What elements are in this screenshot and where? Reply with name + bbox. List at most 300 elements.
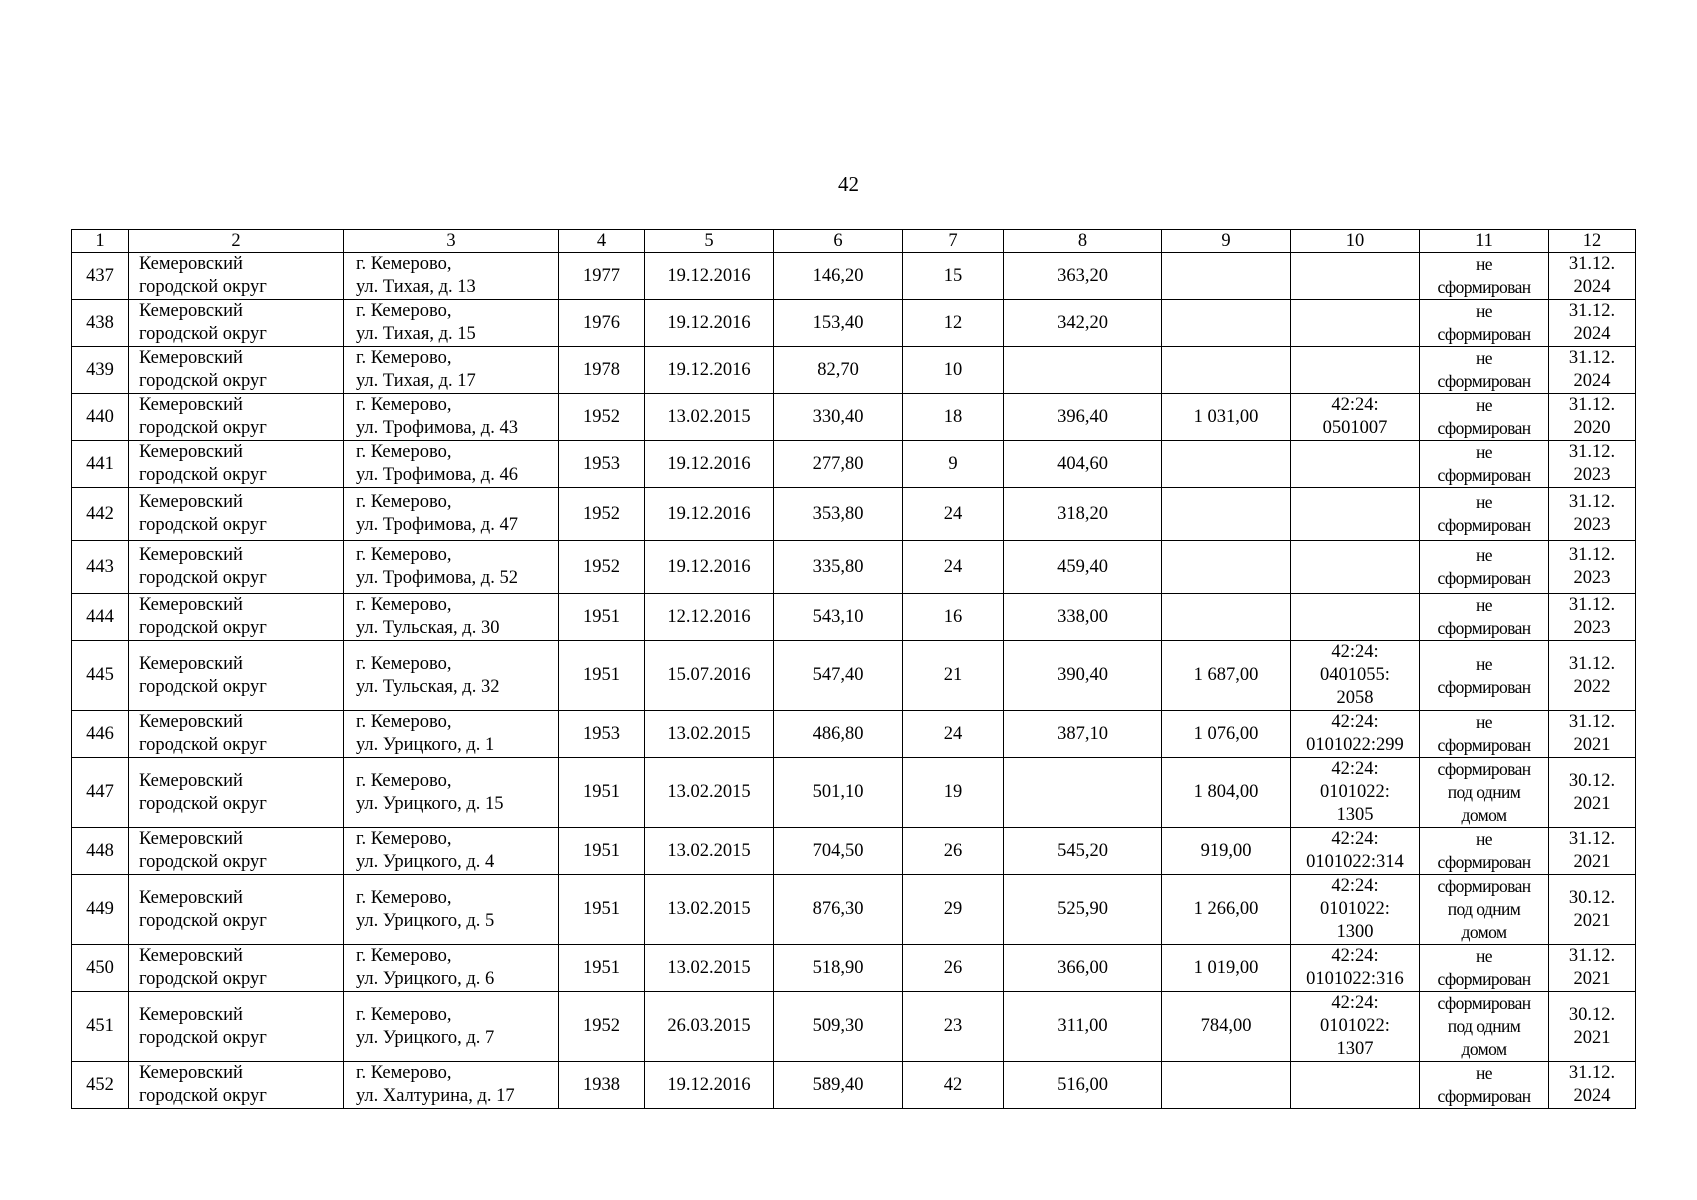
build-year: 1952 bbox=[559, 488, 645, 541]
living-area-value: 342,20 bbox=[1004, 300, 1162, 347]
row-number: 447 bbox=[72, 758, 129, 828]
cadastral-number-line: 42:24: bbox=[1331, 829, 1379, 849]
area-value: 509,30 bbox=[774, 992, 903, 1062]
cadastral-number bbox=[1291, 253, 1420, 300]
column-number-1: 1 bbox=[72, 230, 129, 253]
build-year: 1938 bbox=[559, 1062, 645, 1109]
resettlement-deadline-line: 2023 bbox=[1573, 568, 1611, 588]
area-value: 353,80 bbox=[774, 488, 903, 541]
column-number-8: 8 bbox=[1004, 230, 1162, 253]
cadastral-number bbox=[1291, 641, 1420, 711]
living-area-value: 311,00 bbox=[1004, 992, 1162, 1062]
recognition-date: 19.12.2016 bbox=[645, 441, 774, 488]
land-area-value: 1 019,00 bbox=[1162, 945, 1291, 992]
cadastral-number bbox=[1291, 1062, 1420, 1109]
land-plot-status-line: сформирован bbox=[1437, 993, 1531, 1013]
residents-count: 24 bbox=[903, 711, 1004, 758]
recognition-date: 12.12.2016 bbox=[645, 594, 774, 641]
living-area-value: 366,00 bbox=[1004, 945, 1162, 992]
resettlement-deadline bbox=[1549, 758, 1636, 828]
land-plot-status-line: под одним bbox=[1447, 782, 1521, 802]
municipality-line: городской округ bbox=[139, 418, 267, 438]
cadastral-number-line: 42:24: bbox=[1331, 395, 1379, 415]
land-plot-status-line: не bbox=[1476, 946, 1492, 966]
recognition-date: 15.07.2016 bbox=[645, 641, 774, 711]
table-row bbox=[72, 758, 1636, 828]
address bbox=[344, 992, 559, 1062]
municipality-line: Кемеровский bbox=[139, 829, 243, 849]
resettlement-deadline bbox=[1549, 488, 1636, 541]
row-number: 451 bbox=[72, 992, 129, 1062]
resettlement-deadline-line: 31.12. bbox=[1568, 1063, 1616, 1083]
land-plot-status-line: сформирован bbox=[1437, 277, 1531, 297]
cadastral-number-line: 1305 bbox=[1336, 805, 1374, 825]
cadastral-number bbox=[1291, 758, 1420, 828]
build-year: 1951 bbox=[559, 641, 645, 711]
area-value: 501,10 bbox=[774, 758, 903, 828]
land-area-value bbox=[1162, 253, 1291, 300]
area-value: 704,50 bbox=[774, 828, 903, 875]
cadastral-number bbox=[1291, 828, 1420, 875]
living-area-value: 338,00 bbox=[1004, 594, 1162, 641]
residents-count: 15 bbox=[903, 253, 1004, 300]
land-plot-status bbox=[1420, 758, 1549, 828]
resettlement-deadline-line: 2023 bbox=[1573, 618, 1611, 638]
column-number-3: 3 bbox=[344, 230, 559, 253]
resettlement-deadline-line: 2021 bbox=[1573, 1027, 1611, 1048]
municipality-line: городской округ bbox=[139, 568, 267, 588]
land-area-value: 1 076,00 bbox=[1162, 711, 1291, 758]
residents-count: 23 bbox=[903, 992, 1004, 1062]
municipality bbox=[129, 253, 344, 300]
resettlement-deadline-line: 31.12. bbox=[1568, 712, 1616, 732]
land-plot-status bbox=[1420, 992, 1549, 1062]
residents-count: 10 bbox=[903, 347, 1004, 394]
cadastral-number bbox=[1291, 541, 1420, 594]
land-plot-status-line: сформирован bbox=[1437, 568, 1531, 588]
municipality bbox=[129, 300, 344, 347]
resettlement-deadline bbox=[1549, 992, 1636, 1062]
table-row bbox=[72, 347, 1636, 394]
resettlement-deadline bbox=[1549, 541, 1636, 594]
land-plot-status bbox=[1420, 441, 1549, 488]
address-line: ул. Урицкого, д. 1 bbox=[356, 735, 495, 755]
address-line: ул. Урицкого, д. 6 bbox=[356, 969, 495, 989]
municipality bbox=[129, 488, 344, 541]
recognition-date: 26.03.2015 bbox=[645, 992, 774, 1062]
land-area-value bbox=[1162, 347, 1291, 394]
cadastral-number bbox=[1291, 594, 1420, 641]
address bbox=[344, 711, 559, 758]
address-line: г. Кемерово, bbox=[356, 395, 452, 415]
land-plot-status-line: сформирован bbox=[1437, 465, 1531, 485]
land-plot-status-line: не bbox=[1476, 395, 1492, 415]
land-plot-status-line: сформирован bbox=[1437, 515, 1531, 535]
land-plot-status bbox=[1420, 641, 1549, 711]
land-area-value: 1 687,00 bbox=[1162, 641, 1291, 711]
land-area-value bbox=[1162, 594, 1291, 641]
land-area-value bbox=[1162, 541, 1291, 594]
resettlement-deadline-line: 30.12. bbox=[1568, 1004, 1616, 1025]
address bbox=[344, 828, 559, 875]
address bbox=[344, 300, 559, 347]
land-plot-status-line: не bbox=[1476, 545, 1492, 565]
land-plot-status-line: сформирован bbox=[1437, 371, 1531, 391]
land-area-value: 1 266,00 bbox=[1162, 875, 1291, 945]
address-line: г. Кемерово, bbox=[356, 712, 452, 732]
address-line: ул. Тихая, д. 17 bbox=[356, 371, 476, 391]
build-year: 1952 bbox=[559, 541, 645, 594]
address-line: г. Кемерово, bbox=[356, 770, 452, 791]
land-plot-status-line: не bbox=[1476, 653, 1492, 674]
row-number: 441 bbox=[72, 441, 129, 488]
address-line: г. Кемерово, bbox=[356, 829, 452, 849]
recognition-date: 13.02.2015 bbox=[645, 758, 774, 828]
land-plot-status-line: не bbox=[1476, 254, 1492, 274]
residents-count: 21 bbox=[903, 641, 1004, 711]
land-plot-status bbox=[1420, 394, 1549, 441]
municipality-line: городской округ bbox=[139, 735, 267, 755]
cadastral-number-line: 0101022:299 bbox=[1306, 735, 1404, 755]
living-area-value: 459,40 bbox=[1004, 541, 1162, 594]
cadastral-number-line: 0101022: bbox=[1320, 1016, 1390, 1036]
area-value: 277,80 bbox=[774, 441, 903, 488]
municipality-line: городской округ bbox=[139, 676, 267, 697]
address-line: г. Кемерово, bbox=[356, 887, 452, 908]
table-row bbox=[72, 394, 1636, 441]
table-row bbox=[72, 300, 1636, 347]
address bbox=[344, 394, 559, 441]
municipality-line: Кемеровский bbox=[139, 1063, 243, 1083]
resettlement-deadline bbox=[1549, 394, 1636, 441]
address-line: г. Кемерово, bbox=[356, 1063, 452, 1083]
row-number: 443 bbox=[72, 541, 129, 594]
page-number: 42 bbox=[838, 172, 859, 196]
land-area-value bbox=[1162, 488, 1291, 541]
area-value: 543,10 bbox=[774, 594, 903, 641]
address bbox=[344, 758, 559, 828]
land-area-value: 784,00 bbox=[1162, 992, 1291, 1062]
address bbox=[344, 347, 559, 394]
municipality bbox=[129, 875, 344, 945]
cadastral-number-line: 42:24: bbox=[1331, 712, 1379, 732]
resettlement-deadline bbox=[1549, 347, 1636, 394]
build-year: 1977 bbox=[559, 253, 645, 300]
resettlement-deadline-line: 31.12. bbox=[1568, 545, 1616, 565]
recognition-date: 19.12.2016 bbox=[645, 488, 774, 541]
build-year: 1951 bbox=[559, 875, 645, 945]
cadastral-number-line: 0401055: bbox=[1320, 665, 1390, 685]
resettlement-deadline-line: 2021 bbox=[1573, 969, 1611, 989]
land-plot-status-line: домом bbox=[1461, 1039, 1507, 1059]
cadastral-number bbox=[1291, 488, 1420, 541]
cadastral-number bbox=[1291, 875, 1420, 945]
resettlement-deadline-line: 2024 bbox=[1573, 371, 1611, 391]
build-year: 1952 bbox=[559, 394, 645, 441]
row-number: 439 bbox=[72, 347, 129, 394]
address-line: г. Кемерово, bbox=[356, 254, 452, 274]
land-plot-status bbox=[1420, 488, 1549, 541]
column-number-7: 7 bbox=[903, 230, 1004, 253]
land-plot-status bbox=[1420, 253, 1549, 300]
land-plot-status bbox=[1420, 594, 1549, 641]
resettlement-deadline-line: 2020 bbox=[1573, 418, 1611, 438]
resettlement-deadline-line: 2022 bbox=[1573, 676, 1611, 697]
municipality-line: Кемеровский bbox=[139, 348, 243, 368]
resettlement-deadline-line: 31.12. bbox=[1568, 946, 1616, 966]
municipality-line: Кемеровский bbox=[139, 595, 243, 615]
table-row bbox=[72, 945, 1636, 992]
municipality-line: городской округ bbox=[139, 852, 267, 872]
column-number-2: 2 bbox=[129, 230, 344, 253]
address-line: г. Кемерово, bbox=[356, 348, 452, 368]
address-line: ул. Урицкого, д. 5 bbox=[356, 910, 495, 931]
table-row bbox=[72, 594, 1636, 641]
cadastral-number-line: 2058 bbox=[1336, 688, 1374, 708]
resettlement-deadline bbox=[1549, 711, 1636, 758]
land-plot-status-line: сформирован bbox=[1437, 852, 1531, 872]
municipality bbox=[129, 992, 344, 1062]
resettlement-deadline bbox=[1549, 441, 1636, 488]
land-plot-status-line: домом bbox=[1461, 805, 1507, 825]
municipality-line: городской округ bbox=[139, 618, 267, 638]
land-plot-status bbox=[1420, 347, 1549, 394]
column-number-10: 10 bbox=[1291, 230, 1420, 253]
row-number: 438 bbox=[72, 300, 129, 347]
municipality bbox=[129, 347, 344, 394]
row-number: 442 bbox=[72, 488, 129, 541]
land-area-value: 919,00 bbox=[1162, 828, 1291, 875]
cadastral-number-line: 0501007 bbox=[1322, 418, 1388, 438]
row-number: 448 bbox=[72, 828, 129, 875]
living-area-value bbox=[1004, 758, 1162, 828]
recognition-date: 13.02.2015 bbox=[645, 828, 774, 875]
municipality-line: городской округ bbox=[139, 465, 267, 485]
column-number-5: 5 bbox=[645, 230, 774, 253]
land-plot-status-line: под одним bbox=[1447, 1016, 1521, 1036]
resettlement-deadline-line: 31.12. bbox=[1568, 653, 1616, 674]
land-plot-status-line: сформирован bbox=[1437, 1086, 1531, 1106]
table-row bbox=[72, 441, 1636, 488]
build-year: 1976 bbox=[559, 300, 645, 347]
living-area-value: 525,90 bbox=[1004, 875, 1162, 945]
address bbox=[344, 594, 559, 641]
municipality-line: Кемеровский bbox=[139, 442, 243, 462]
build-year: 1978 bbox=[559, 347, 645, 394]
recognition-date: 13.02.2015 bbox=[645, 711, 774, 758]
address-line: ул. Халтурина, д. 17 bbox=[356, 1086, 515, 1106]
cadastral-number-line: 0101022: bbox=[1320, 782, 1390, 802]
municipality-line: городской округ bbox=[139, 1086, 267, 1106]
resettlement-deadline-line: 2024 bbox=[1573, 324, 1611, 344]
resettlement-deadline-line: 30.12. bbox=[1568, 887, 1616, 908]
row-number: 445 bbox=[72, 641, 129, 711]
municipality-line: городской округ bbox=[139, 1027, 267, 1048]
build-year: 1953 bbox=[559, 711, 645, 758]
row-number: 450 bbox=[72, 945, 129, 992]
municipality-line: Кемеровский bbox=[139, 887, 243, 908]
table-row bbox=[72, 541, 1636, 594]
residents-count: 18 bbox=[903, 394, 1004, 441]
land-plot-status-line: не bbox=[1476, 829, 1492, 849]
address-line: г. Кемерово, bbox=[356, 545, 452, 565]
municipality-line: городской округ bbox=[139, 371, 267, 391]
land-plot-status-line: сформирован bbox=[1437, 324, 1531, 344]
residents-count: 12 bbox=[903, 300, 1004, 347]
table-row bbox=[72, 253, 1636, 300]
cadastral-number-line: 42:24: bbox=[1331, 876, 1379, 896]
recognition-date: 19.12.2016 bbox=[645, 541, 774, 594]
land-plot-status bbox=[1420, 828, 1549, 875]
table-header bbox=[72, 230, 1636, 253]
cadastral-number-line: 0101022:316 bbox=[1306, 969, 1404, 989]
build-year: 1951 bbox=[559, 828, 645, 875]
land-area-value: 1 804,00 bbox=[1162, 758, 1291, 828]
resettlement-deadline-line: 2021 bbox=[1573, 735, 1611, 755]
living-area-value: 363,20 bbox=[1004, 253, 1162, 300]
recognition-date: 19.12.2016 bbox=[645, 253, 774, 300]
residents-count: 24 bbox=[903, 488, 1004, 541]
cadastral-number-line: 42:24: bbox=[1331, 759, 1379, 779]
build-year: 1953 bbox=[559, 441, 645, 488]
land-plot-status-line: не bbox=[1476, 595, 1492, 615]
residents-count: 16 bbox=[903, 594, 1004, 641]
land-plot-status-line: не bbox=[1476, 301, 1492, 321]
resettlement-deadline-line: 2021 bbox=[1573, 852, 1611, 872]
land-plot-status-line: сформирован bbox=[1437, 618, 1531, 638]
area-value: 589,40 bbox=[774, 1062, 903, 1109]
recognition-date: 19.12.2016 bbox=[645, 347, 774, 394]
recognition-date: 19.12.2016 bbox=[645, 1062, 774, 1109]
address bbox=[344, 641, 559, 711]
land-plot-status-line: под одним bbox=[1447, 899, 1521, 919]
resettlement-deadline-line: 31.12. bbox=[1568, 301, 1616, 321]
resettlement-deadline-line: 2024 bbox=[1573, 277, 1611, 297]
municipality bbox=[129, 394, 344, 441]
municipality-line: городской округ bbox=[139, 969, 267, 989]
resettlement-deadline-line: 30.12. bbox=[1568, 770, 1616, 791]
land-plot-status-line: домом bbox=[1461, 922, 1507, 942]
cadastral-number bbox=[1291, 992, 1420, 1062]
address bbox=[344, 875, 559, 945]
address bbox=[344, 488, 559, 541]
municipality bbox=[129, 758, 344, 828]
land-plot-status-line: сформирован bbox=[1437, 876, 1531, 896]
resettlement-deadline-line: 31.12. bbox=[1568, 395, 1616, 415]
municipality-line: Кемеровский bbox=[139, 946, 243, 966]
table-row bbox=[72, 992, 1636, 1062]
resettlement-deadline bbox=[1549, 641, 1636, 711]
municipality bbox=[129, 594, 344, 641]
area-value: 82,70 bbox=[774, 347, 903, 394]
cadastral-number bbox=[1291, 711, 1420, 758]
municipality bbox=[129, 711, 344, 758]
residents-count: 26 bbox=[903, 945, 1004, 992]
living-area-value: 545,20 bbox=[1004, 828, 1162, 875]
residents-count: 26 bbox=[903, 828, 1004, 875]
municipality bbox=[129, 828, 344, 875]
municipality bbox=[129, 441, 344, 488]
municipality-line: Кемеровский bbox=[139, 653, 243, 674]
land-plot-status-line: не bbox=[1476, 1063, 1492, 1083]
land-plot-status-line: не bbox=[1476, 712, 1492, 732]
address-line: г. Кемерово, bbox=[356, 946, 452, 966]
municipality-line: Кемеровский bbox=[139, 492, 243, 512]
recognition-date: 13.02.2015 bbox=[645, 394, 774, 441]
address-line: г. Кемерово, bbox=[356, 442, 452, 462]
table-row bbox=[72, 488, 1636, 541]
municipality-line: Кемеровский bbox=[139, 770, 243, 791]
residents-count: 24 bbox=[903, 541, 1004, 594]
land-plot-status-line: не bbox=[1476, 442, 1492, 462]
living-area-value: 387,10 bbox=[1004, 711, 1162, 758]
area-value: 547,40 bbox=[774, 641, 903, 711]
address-line: ул. Тихая, д. 15 bbox=[356, 324, 476, 344]
resettlement-deadline bbox=[1549, 300, 1636, 347]
address-line: ул. Тульская, д. 30 bbox=[356, 618, 500, 638]
address-line: ул. Тихая, д. 13 bbox=[356, 277, 476, 297]
resettlement-deadline-line: 31.12. bbox=[1568, 348, 1616, 368]
cadastral-number-line: 0101022: bbox=[1320, 899, 1390, 919]
land-plot-status-line: сформирован bbox=[1437, 759, 1531, 779]
resettlement-deadline-line: 2021 bbox=[1573, 910, 1611, 931]
address bbox=[344, 945, 559, 992]
recognition-date: 13.02.2015 bbox=[645, 875, 774, 945]
municipality bbox=[129, 1062, 344, 1109]
municipality bbox=[129, 541, 344, 594]
land-plot-status-line: сформирован bbox=[1437, 418, 1531, 438]
land-area-value bbox=[1162, 1062, 1291, 1109]
resettlement-deadline-line: 31.12. bbox=[1568, 829, 1616, 849]
address-line: г. Кемерово, bbox=[356, 653, 452, 674]
land-plot-status-line: не bbox=[1476, 348, 1492, 368]
residents-count: 19 bbox=[903, 758, 1004, 828]
land-plot-status bbox=[1420, 945, 1549, 992]
table-row bbox=[72, 711, 1636, 758]
address bbox=[344, 441, 559, 488]
residents-count: 29 bbox=[903, 875, 1004, 945]
resettlement-deadline-line: 2023 bbox=[1573, 515, 1611, 535]
land-plot-status bbox=[1420, 875, 1549, 945]
area-value: 153,40 bbox=[774, 300, 903, 347]
resettlement-deadline-line: 31.12. bbox=[1568, 492, 1616, 512]
recognition-date: 19.12.2016 bbox=[645, 300, 774, 347]
land-plot-status-line: не bbox=[1476, 492, 1492, 512]
table-row bbox=[72, 828, 1636, 875]
resettlement-deadline-line: 2023 bbox=[1573, 465, 1611, 485]
address-line: ул. Трофимова, д. 43 bbox=[356, 418, 518, 438]
table-row bbox=[72, 641, 1636, 711]
build-year: 1951 bbox=[559, 758, 645, 828]
land-area-value bbox=[1162, 300, 1291, 347]
land-plot-status bbox=[1420, 300, 1549, 347]
living-area-value: 404,60 bbox=[1004, 441, 1162, 488]
cadastral-number bbox=[1291, 441, 1420, 488]
address-line: г. Кемерово, bbox=[356, 595, 452, 615]
column-number-9: 9 bbox=[1162, 230, 1291, 253]
recognition-date: 13.02.2015 bbox=[645, 945, 774, 992]
land-plot-status bbox=[1420, 541, 1549, 594]
row-number: 449 bbox=[72, 875, 129, 945]
resettlement-deadline bbox=[1549, 828, 1636, 875]
municipality-line: городской округ bbox=[139, 324, 267, 344]
residents-count: 42 bbox=[903, 1062, 1004, 1109]
living-area-value: 318,20 bbox=[1004, 488, 1162, 541]
address-line: г. Кемерово, bbox=[356, 1004, 452, 1025]
address-line: ул. Урицкого, д. 4 bbox=[356, 852, 495, 872]
cadastral-number-line: 42:24: bbox=[1331, 993, 1379, 1013]
municipality bbox=[129, 641, 344, 711]
